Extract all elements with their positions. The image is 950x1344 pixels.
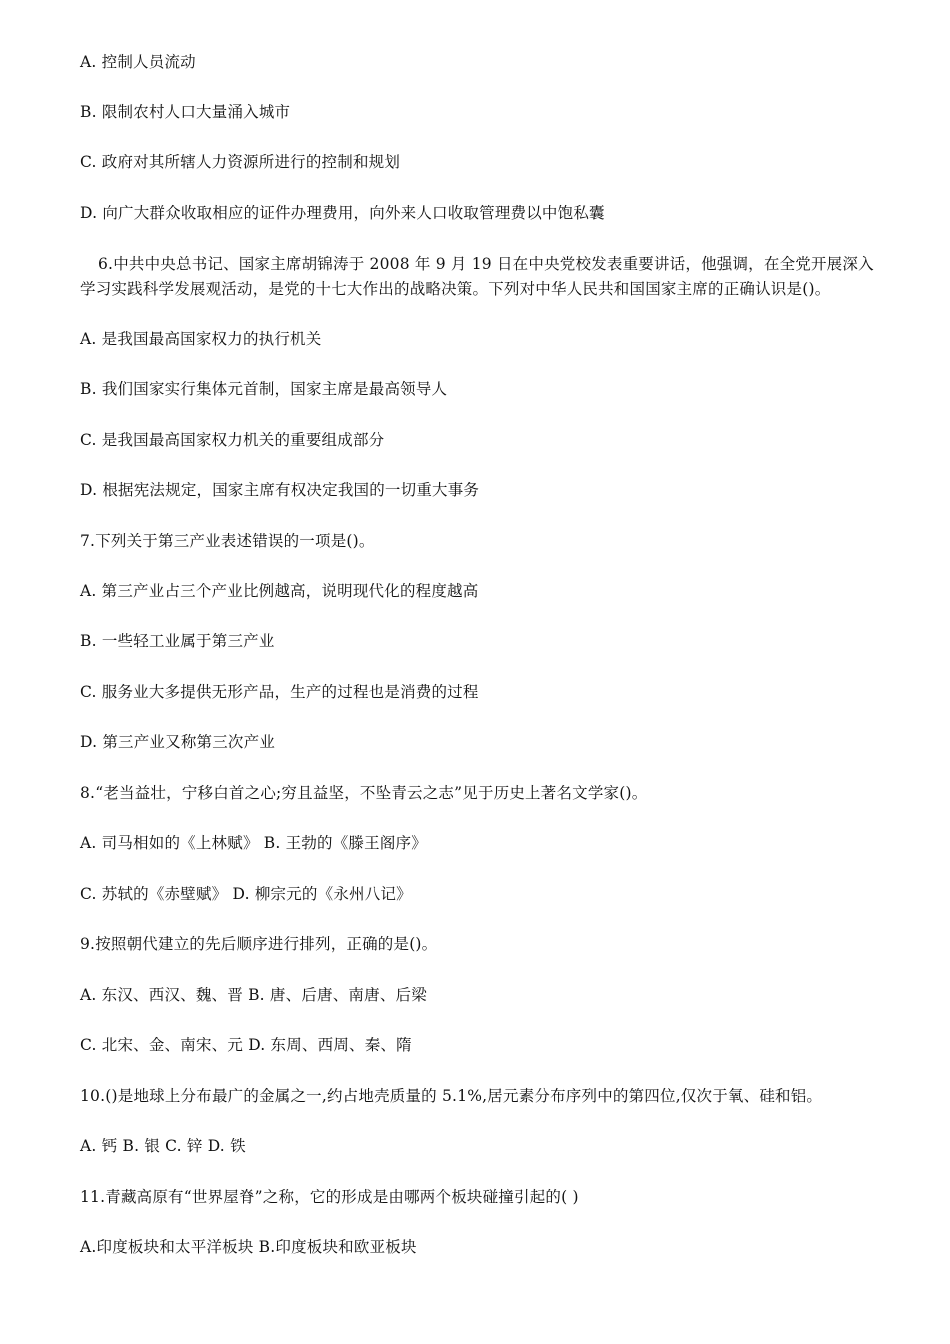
q7-option-d: D. 第三产业又称第三次产业 (80, 733, 276, 751)
q6-option-b: B. 我们国家实行集体元首制，国家主席是最高领导人 (80, 380, 448, 398)
q10-options: A. 钙 B. 银 C. 锌 D. 铁 (80, 1137, 246, 1155)
q8-question: 8.“老当益壮，宁移白首之心;穷且益坚，不坠青云之志”见于历史上著名文学家()。 (80, 784, 648, 802)
q6-question-line1: 6.中共中央总书记、国家主席胡锦涛于 2008 年 9 月 19 日在中央党校发表重要讲话，他强调，在全党开展深入 (98, 255, 874, 273)
q6-question-line2: 学习实践科学发展观活动，是党的十七大作出的战略决策。下列对中华人民共和国国家主席的正确认识是()。 (80, 280, 831, 298)
q7-question: 7.下列关于第三产业表述错误的一项是()。 (80, 532, 375, 550)
q5-option-a: A. 控制人员流动 (80, 53, 196, 71)
q8-options-cd: C. 苏轼的《赤壁赋》 D. 柳宗元的《永州八记》 (80, 885, 412, 903)
q5-option-d: D. 向广大群众收取相应的证件办理费用，向外来人口收取管理费以中饱私囊 (80, 204, 605, 222)
q6-option-a: A. 是我国最高国家权力的执行机关 (80, 330, 322, 348)
q5-option-b: B. 限制农村人口大量涌入城市 (80, 103, 291, 121)
q8-options-ab: A. 司马相如的《上林赋》 B. 王勃的《滕王阁序》 (80, 834, 427, 852)
q5-option-c: C. 政府对其所辖人力资源所进行的控制和规划 (80, 153, 401, 171)
q9-question: 9.按照朝代建立的先后顺序进行排列，正确的是()。 (80, 935, 438, 953)
q6-option-c: C. 是我国最高国家权力机关的重要组成部分 (80, 431, 385, 449)
q7-option-b: B. 一些轻工业属于第三产业 (80, 632, 275, 650)
q9-options-ab: A. 东汉、西汉、魏、晋 B. 唐、后唐、南唐、后梁 (80, 986, 427, 1004)
q9-options-cd: C. 北宋、金、南宋、元 D. 东周、西周、秦、隋 (80, 1036, 412, 1054)
q10-question: 10.()是地球上分布最广的金属之一,约占地壳质量的 5.1%,居元素分布序列中的第四位,仅次于氧、硅和铝。 (80, 1087, 823, 1105)
q11-question: 11.青藏高原有“世界屋脊”之称，它的形成是由哪两个板块碰撞引起的( ) (80, 1188, 579, 1206)
q6-option-d: D. 根据宪法规定，国家主席有权决定我国的一切重大事务 (80, 481, 480, 499)
q7-option-c: C. 服务业大多提供无形产品，生产的过程也是消费的过程 (80, 683, 479, 701)
q11-options-ab: A.印度板块和太平洋板块 B.印度板块和欧亚板块 (80, 1238, 417, 1256)
q7-option-a: A. 第三产业占三个产业比例越高，说明现代化的程度越高 (80, 582, 479, 600)
